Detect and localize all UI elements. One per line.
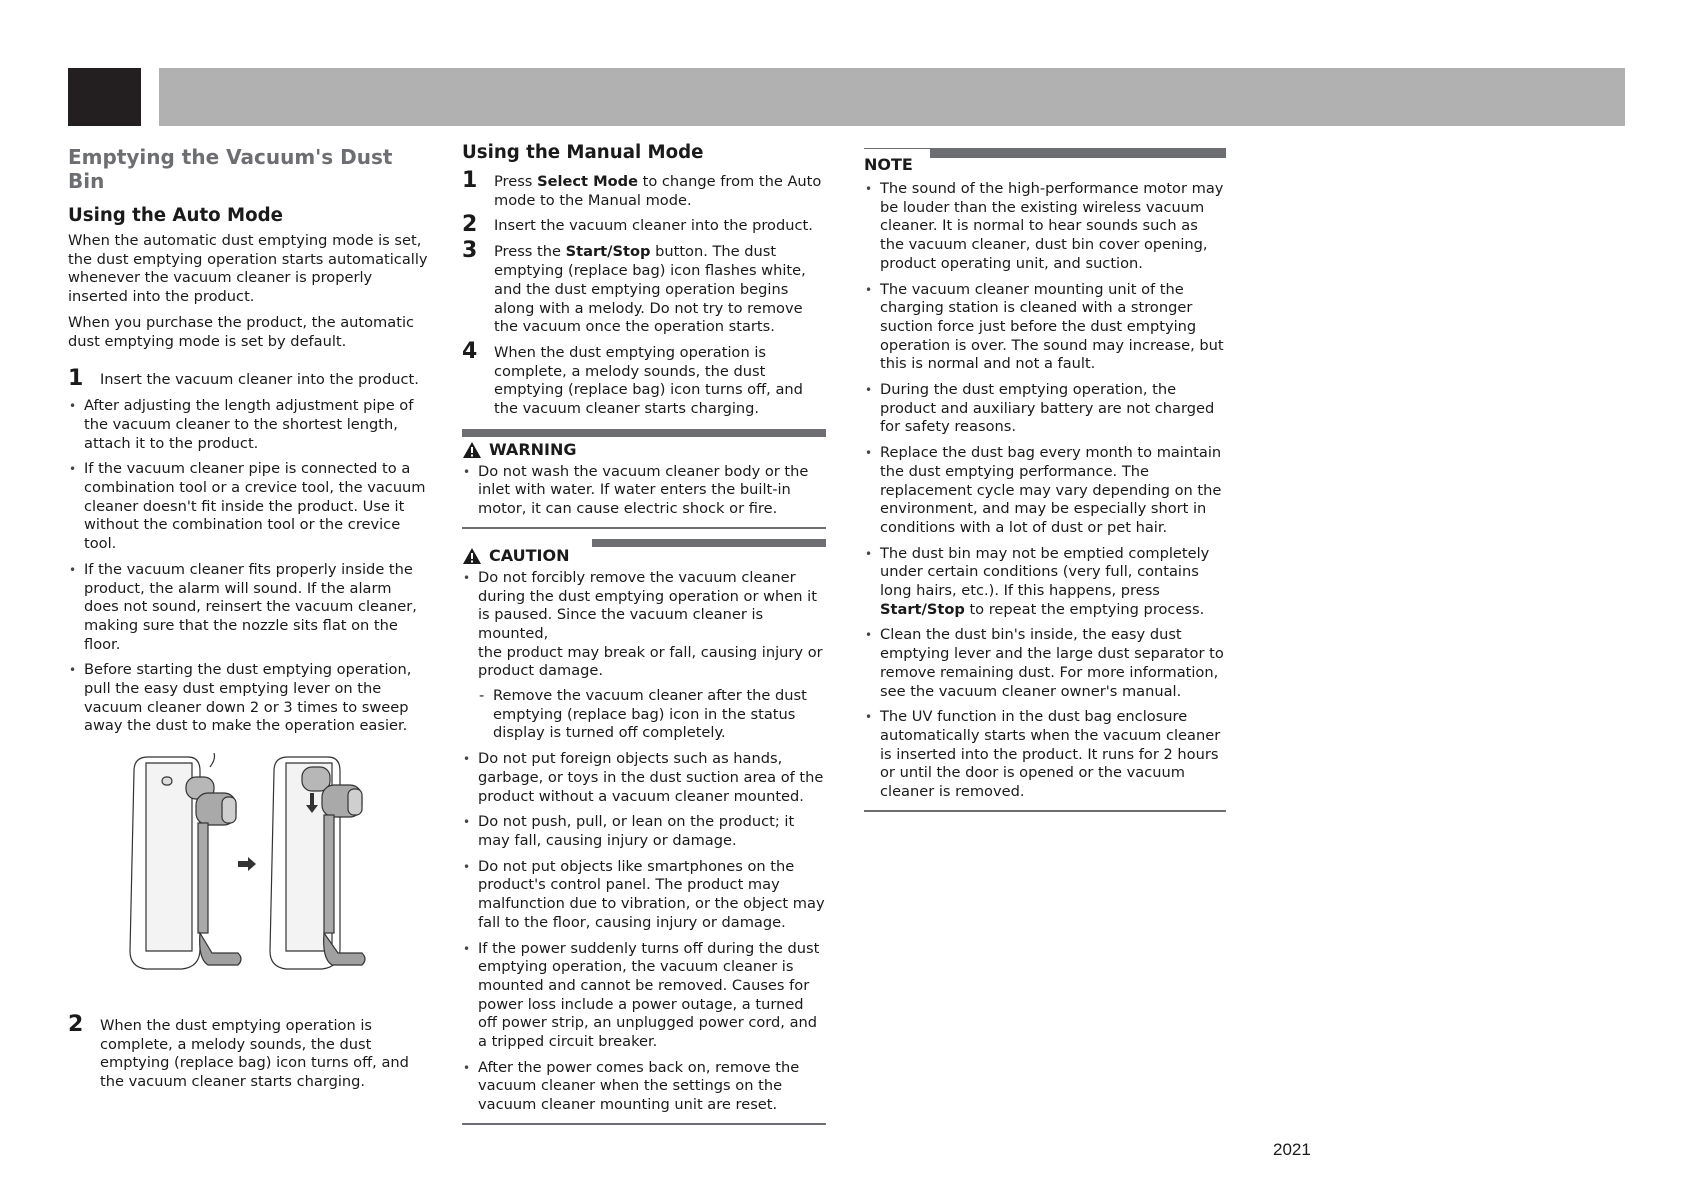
list-item: • Do not push, pull, or lean on the product; it may fall, causing injury or damage. (462, 813, 826, 850)
list-item: • After adjusting the length adjustment pipe of the vacuum cleaner to the shortest length, attach it to the product. (68, 397, 430, 453)
step-text: Insert the vacuum cleaner into the product. (100, 371, 419, 389)
step-number: 1 (462, 168, 478, 193)
list-item: • If the vacuum cleaner pipe is connected to a combination tool or a crevice tool, the vacuum cleaner doesn't fit inside the product. Use it without the combination tool or the crevice tool. (68, 460, 430, 554)
start-stop-label: Start/Stop (880, 600, 965, 618)
manual-step-3 (462, 238, 826, 337)
auto-mode-title: Using the Auto Mode (68, 205, 283, 226)
list-item: • The UV function in the dust bag enclosure automatically starts when the vacuum cleaner is inserted into the product. It runs for 2 hours or until the door is opened or the vacuum cleaner is removed. (864, 708, 1226, 802)
step-text: When the dust emptying operation is complete, a melody sounds, the dust emptying (replace bag) icon turns off, and the vacuum cleaner starts charging. (494, 343, 803, 418)
page-number: 2021 (1273, 1140, 1311, 1159)
step-text-part: Press the (494, 243, 566, 261)
note-bar (930, 148, 1226, 158)
step-text-part: to change from the Auto mode to the Manual mode. (494, 173, 822, 209)
step-number: 4 (462, 338, 478, 364)
list-item: • After the power comes back on, remove the vacuum cleaner when the settings on the vacuum cleaner mounting unit are reset. (462, 1059, 826, 1115)
step-number: 2 (462, 212, 478, 238)
auto-intro-2: When you purchase the product, the automatic dust emptying mode is set by default. (68, 313, 415, 350)
auto-step-2 (68, 1011, 430, 1092)
step-text: When the dust emptying operation is complete, a melody sounds, the dust emptying (replace bag) icon turns off, and the vacuum cleaner starts charging. (100, 1016, 409, 1090)
warning-label: WARNING (489, 439, 577, 459)
caution-label: CAUTION (489, 545, 570, 565)
note-label-wrap (864, 156, 913, 175)
warning-triangle-icon (462, 441, 482, 459)
list-item: • Do not put foreign objects such as hands, garbage, or toys in the dust suction area of the product without a vacuum cleaner mounted. (462, 750, 826, 806)
header-bar (159, 68, 1625, 126)
step-number: 3 (462, 238, 478, 264)
caution-sub-item: - Remove the vacuum cleaner after the dust emptying (replace bag) icon in the status display is turned off completely. (478, 687, 826, 743)
list-item (864, 545, 1226, 620)
warning-header (462, 429, 826, 459)
caution-triangle-icon (462, 547, 482, 565)
warning-label-wrap (462, 441, 577, 460)
warning-list (462, 463, 826, 519)
list-item: • Replace the dust bag every month to maintain the dust emptying performance. The replacement cycle may vary depending on the environment, and may be especially short in conditions with a lot of dust or pet hair. (864, 444, 1226, 538)
note-text-part: The dust bin may not be emptied completely under certain conditions (very full, contains long hairs, etc.). If this happens, press (880, 544, 1210, 600)
caution-bar (592, 539, 826, 547)
list-item: • The vacuum cleaner mounting unit of the charging station is cleaned with a stronger suction force just before the dust emptying operation is over. The sound may increase, but this is normal and not a fault. (864, 281, 1226, 375)
step-text-part: Press (494, 173, 538, 190)
list-item: • Before starting the dust emptying operation, pull the easy dust emptying lever on the vacuum cleaner down 2 or 3 times to sweep away the dust to make the operation easier. (68, 661, 430, 736)
list-item: • If the power suddenly turns off during the dust emptying operation, the vacuum cleaner is mounted and cannot be removed. Causes for power loss include a power outage, a turned off power strip, an unplugged power cord, and a tripped circuit breaker. (462, 940, 826, 1052)
header-accent-block (68, 68, 141, 126)
manual-step-4 (462, 338, 826, 419)
note-divider (864, 810, 1226, 812)
caution-text: Do not forcibly remove the vacuum cleaner during the dust emptying operation or when it is paused. Since the vacuum cleaner is mounted, (478, 568, 817, 642)
vacuum-insertion-illustration (126, 753, 426, 989)
step-text (494, 173, 826, 210)
auto-step-1 (68, 366, 430, 392)
list-item: • Do not put objects like smartphones on the product's control panel. The product may malfunction due to vibration, or the object may fall to the floor, causing injury or damage. (462, 858, 826, 933)
list-item (462, 569, 826, 743)
section-title: Emptying the Vacuum's Dust Bin (68, 145, 393, 193)
step-text-part: button. The dust emptying (replace bag) icon flashes white, and the dust emptying operation begins along with a melody. Do not try to remove the vacuum once the operation starts. (494, 243, 806, 336)
step-number: 2 (68, 1011, 84, 1037)
auto-step-1-bullets (68, 397, 430, 736)
step-text (494, 243, 826, 337)
step-number: 1 (68, 366, 84, 392)
note-top-line (864, 148, 930, 149)
step-text: Insert the vacuum cleaner into the product. (494, 217, 813, 235)
manual-mode-title: Using the Manual Mode (462, 142, 704, 163)
caution-list (462, 569, 826, 1115)
right-column (864, 148, 1226, 812)
note-text-part: to repeat the emptying process. (964, 600, 1205, 618)
warning-divider (462, 527, 826, 529)
caution-header (462, 539, 826, 565)
select-mode-label: Select Mode (537, 173, 638, 190)
list-item: • During the dust emptying operation, the product and auxiliary battery are not charged for safety reasons. (864, 381, 1226, 437)
note-header (864, 148, 1226, 176)
manual-step-2 (462, 212, 826, 238)
list-item: • Clean the dust bin's inside, the easy dust emptying lever and the large dust separator to remove remaining dust. For more information, see the vacuum cleaner owner's manual. (864, 626, 1226, 701)
caution-divider (462, 1123, 826, 1125)
note-label: NOTE (864, 155, 913, 174)
list-item: • The sound of the high-performance motor may be louder than the existing wireless vacuum cleaner. It is normal to hear sounds such as the vacuum cleaner, dust bin cover opening, product operating unit, and suction. (864, 180, 1226, 274)
middle-column (462, 142, 826, 1125)
manual-step-1 (462, 168, 826, 210)
caution-text: the product may break or fall, causing injury or product damage. (478, 643, 823, 680)
list-item: • Do not wash the vacuum cleaner body or the inlet with water. If water enters the built-in motor, it can cause electric shock or fire. (462, 463, 826, 519)
caution-label-wrap (462, 547, 569, 566)
auto-intro-1: When the automatic dust emptying mode is set, the dust emptying operation starts automatically whenever the vacuum cleaner is properly inserted into the product. (68, 232, 428, 306)
start-stop-label: Start/Stop (565, 243, 651, 261)
list-item: • If the vacuum cleaner fits properly inside the product, the alarm will sound. If the alarm does not sound, reinsert the vacuum cleaner, making sure that the nozzle sits flat on the floor. (68, 561, 430, 655)
warning-bar (462, 429, 826, 437)
note-list (864, 180, 1226, 802)
left-column (68, 142, 430, 1099)
